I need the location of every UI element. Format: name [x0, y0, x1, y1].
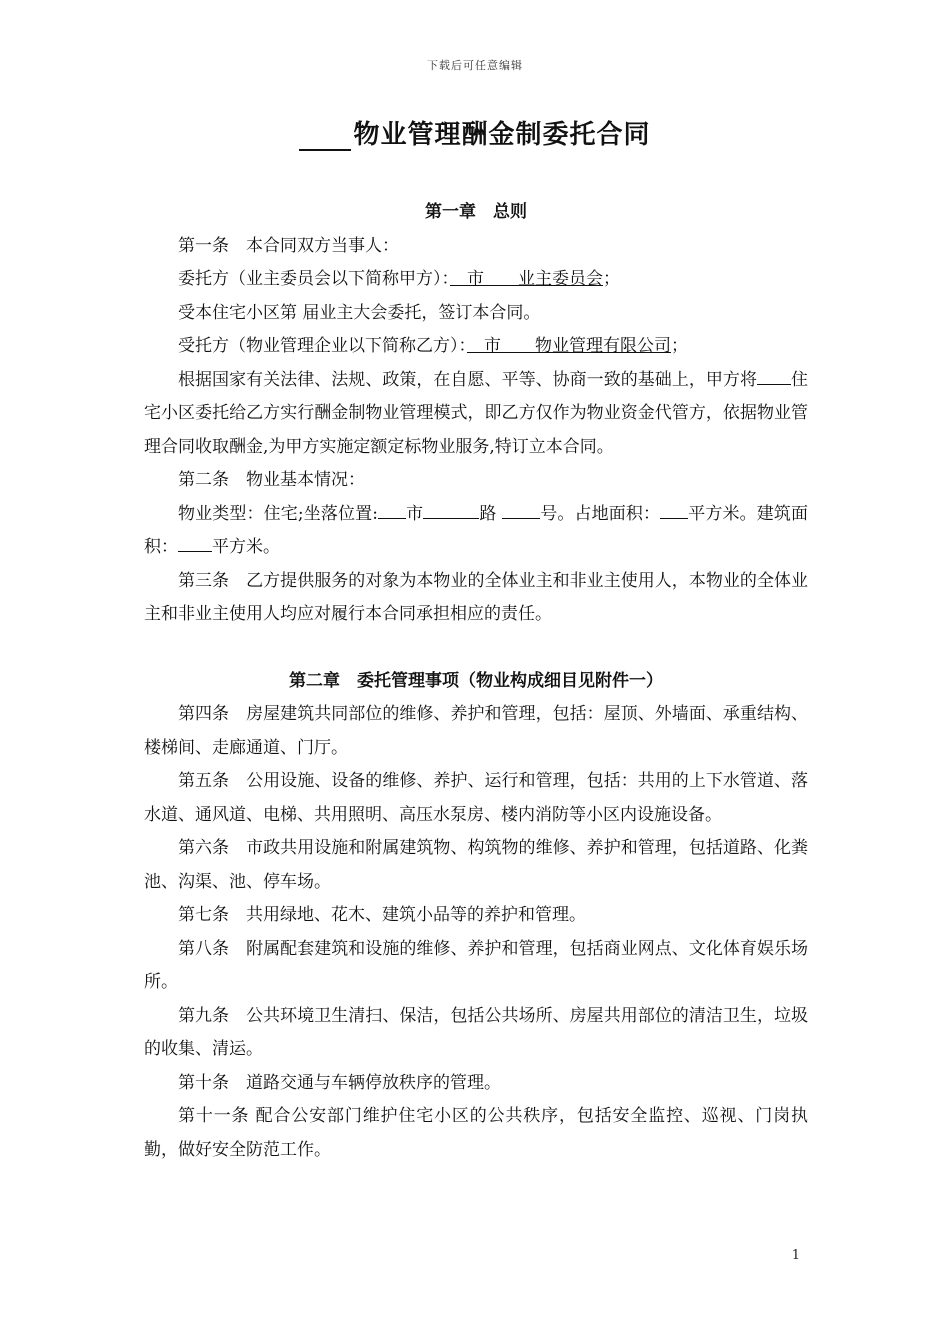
- article-3: 第三条 乙方提供服务的对象为本物业的全体业主和非业主使用人，本物业的全体业主和非业主使用人均应对履行本合同承担相应的责任。: [144, 570, 808, 624]
- chapter1-heading: 第一章 总则: [425, 202, 527, 222]
- article-1: 第一条 本合同双方当事人：: [178, 235, 399, 256]
- blank-field: [178, 531, 212, 552]
- provider-line: 受托方（物业管理企业以下简称乙方）： 市 物业管理有限公司；: [178, 336, 688, 356]
- document-title: [0, 114, 950, 151]
- article-2: 第二条 物业基本情况：: [178, 470, 365, 490]
- basis-paragraph: 根据国家有关法律、法规、政策，在自愿、平等、协商一致的基础上，甲方将 住宅小区委托给乙方实行酬金制物业管理模式，即乙方仅作为物业资金代管方，依据物业管理合同收取酬金,为甲方实施定额定标物业服务,特订立本合同。: [144, 364, 808, 465]
- page-header-note: 下载后可任意编辑: [427, 59, 523, 72]
- article-8: 第八条 附属配套建筑和设施的维修、养护和管理，包括商业网点、文化体育娱乐场所。: [144, 938, 808, 992]
- provider-name: 市 物业管理有限公司: [467, 336, 671, 356]
- client-name: 市 业主委员会: [450, 269, 603, 289]
- blank-field: [502, 498, 540, 519]
- blank-field: [423, 498, 479, 519]
- article-7: 第七条 共用绿地、花木、建筑小品等的养护和管理。: [178, 905, 586, 925]
- blank-field: [757, 364, 791, 385]
- article-11: 第十一条 配合公安部门维护住宅小区的公共秩序，包括安全监控、巡视、门岗执勤，做好安全防范工作。: [144, 1106, 808, 1160]
- property-info: 物业类型：住宅;坐落位置: 市 路 号。占地面积： 平方米。建筑面积： 平方米。: [144, 498, 808, 565]
- article-5: 第五条 公用设施、设备的维修、养护、运行和管理，包括：共用的上下水管道、落水道、通风道、电梯、共用照明、高压水泵房、楼内消防等小区内设施设备。: [144, 771, 808, 825]
- page-number: 1: [791, 1248, 800, 1263]
- client-line: 委托方（业主委员会以下简称甲方）： 市 业主委员会；: [178, 269, 620, 289]
- article-9: 第九条 公共环境卫生清扫、保洁，包括公共场所、房屋共用部位的清洁卫生，垃圾的收集、清运。: [144, 1005, 808, 1059]
- document-body: [144, 196, 808, 1167]
- title-blank: [299, 127, 351, 151]
- article-4: 第四条 房屋建筑共同部位的维修、养护和管理，包括：屋顶、外墙面、承重结构、楼梯间、走廊通道、门厅。: [144, 704, 808, 758]
- article-10: 第十条 道路交通与车辆停放秩序的管理。: [178, 1072, 501, 1093]
- session-line: 受本住宅小区第 届业主大会委托，签订本合同。: [178, 302, 541, 323]
- title-text: 物业管理酬金制委托合同: [353, 120, 651, 150]
- blank-field: [660, 498, 688, 519]
- article-6: 第六条 市政共用设施和附属建筑物、构筑物的维修、养护和管理，包括道路、化粪池、沟渠、池、停车场。: [144, 838, 808, 892]
- blank-field: [378, 498, 406, 519]
- chapter2-heading: 第二章 委托管理事项（物业构成细目见附件一）: [289, 670, 663, 691]
